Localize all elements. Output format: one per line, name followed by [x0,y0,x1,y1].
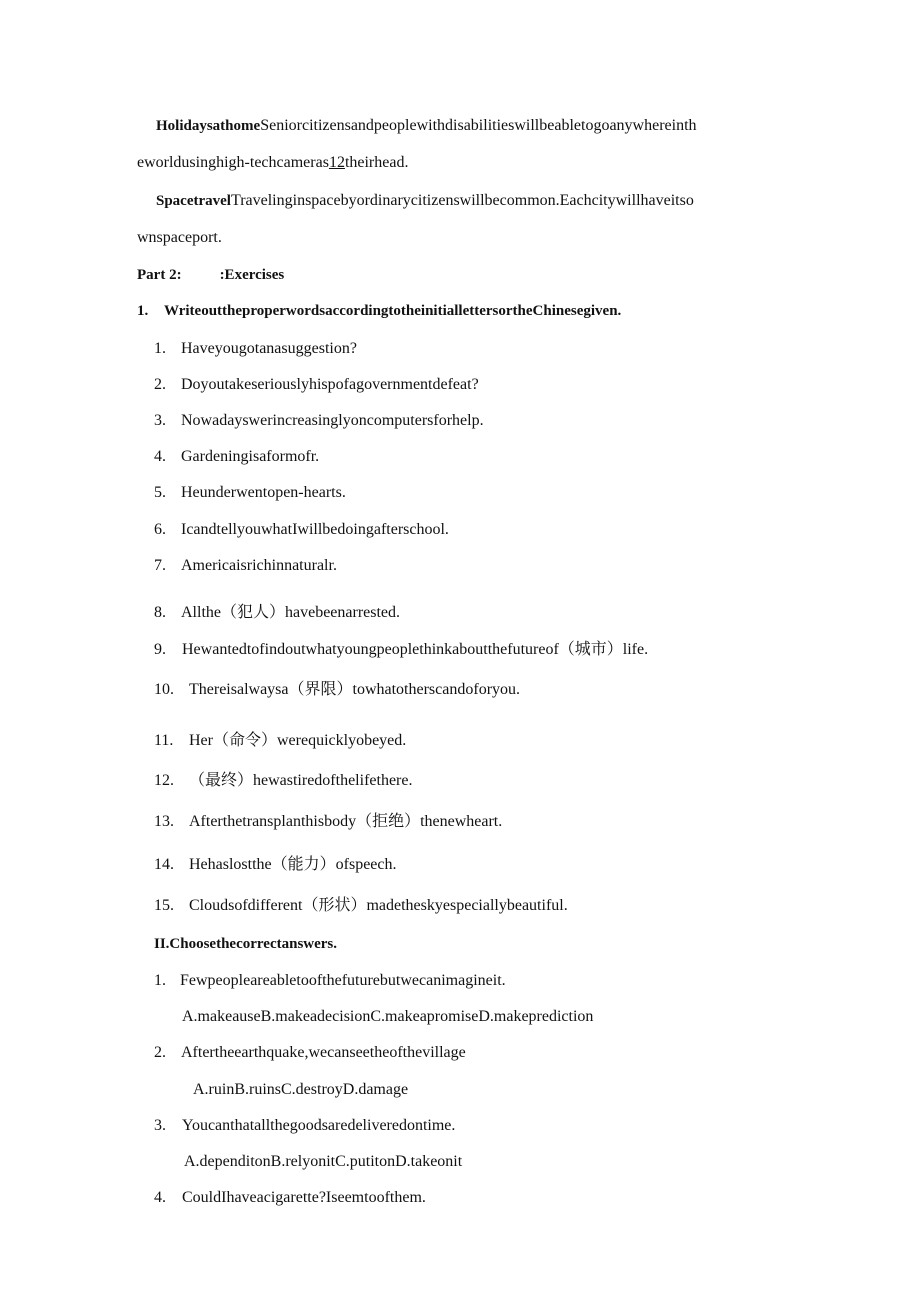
question-text: Aftertheearthquake,wecanseetheofthevillage [181,1044,466,1061]
exercise2-options [193,1080,408,1100]
holidays-text: Seniorcitizensandpeoplewithdisabilitieswillbeabletogoanywhereinth [260,117,697,134]
question-number: 2. [154,1044,166,1061]
part2-title: :Exercises [219,267,285,283]
exercise1-item [154,731,406,751]
exercise1-item [154,483,346,503]
exercise1-item [154,447,319,467]
item-number: 15. [154,897,174,914]
space-heading: Spacetravel [156,193,231,209]
exercise2-question [154,1188,426,1208]
item-number: 10. [154,681,174,698]
item-text: Doyoutakeseriouslyhispofagovernmentdefeat? [181,376,479,393]
exercise1-item [154,855,397,875]
item-number: 8. [154,604,166,621]
paragraph-holidays-line2 [137,153,408,173]
section1-heading [137,301,621,321]
question-number: 1. [154,972,166,989]
item-text: Americaisrichinnaturalr. [181,557,337,574]
exercise2-question [154,971,506,991]
item-number: 11. [154,732,174,749]
holidays-heading: Holidaysathome [156,118,261,134]
item-number: 14. [154,856,174,873]
section2-heading [154,934,337,954]
exercise1-item [154,520,449,540]
question-number: 4. [154,1189,166,1206]
exercise1-item [154,771,412,791]
item-text: Afterthetransplanthisbody（拒绝）thenewheart. [189,813,503,830]
question-options: A.makeauseB.makeadecisionC.makeapromiseD.makeprediction [182,1008,594,1025]
exercise2-question [154,1043,466,1063]
part2-label: Part 2: [137,267,182,283]
item-number: 5. [154,484,166,501]
exercise1-item [154,896,568,916]
section1-instruction: WriteouttheproperwordsaccordingtotheinitiallettersortheChinesegiven. [164,303,622,319]
blank-number: 12 [328,154,345,171]
exercise1-item [154,375,479,395]
item-number: 13. [154,813,174,830]
exercise1-item [154,339,357,359]
question-options: A.ruinB.ruinsC.destroyD.damage [193,1081,409,1098]
item-number: 9. [154,641,166,658]
exercise1-item [154,411,484,431]
item-number: 2. [154,376,166,393]
item-number: 4. [154,448,166,465]
item-number: 6. [154,521,166,538]
item-text: Heunderwentopen-hearts. [181,484,346,501]
section2-instruction: II.Choosethecorrectanswers. [154,936,338,952]
item-number: 1. [154,340,166,357]
paragraph-holidays-line1 [156,116,697,136]
exercise1-item [154,556,337,576]
question-text: Youcanthatallthegoodsaredeliveredontime. [182,1117,456,1134]
item-text: Her（命令）werequicklyobeyed. [189,732,407,749]
item-text: Cloudsofdifferent（形状）madetheskyespeciallybeautiful. [189,897,568,914]
question-text: Fewpeopleareabletoofthefuturebutwecanimagineit. [180,972,506,989]
exercise2-question [154,1116,455,1136]
question-number: 3. [154,1117,166,1134]
item-text: Haveyougotanasuggestion? [181,340,357,357]
item-text: Allthe（犯人）havebeenarrested. [181,604,401,621]
exercise1-item [154,812,502,832]
part2-heading [137,265,284,285]
section1-number: 1. [137,303,149,319]
holidays-text-end: theirhead. [344,154,409,171]
item-number: 12. [154,772,174,789]
paragraph-space-line2 [137,228,222,248]
item-number: 3. [154,412,166,429]
paragraph-space-line1 [156,191,694,211]
item-number: 7. [154,557,166,574]
item-text: Hewantedtofindoutwhatyoungpeoplethinkaboutthefutureof（城市）life. [182,641,649,658]
item-text: IcandtellyouwhatIwillbedoingafterschool. [181,521,449,538]
item-text: Nowadayswerincreasinglyoncomputersforhelp. [181,412,484,429]
exercise1-item [154,680,520,700]
holidays-text-cont: eworldusinghigh-techcameras [137,154,329,171]
item-text: Hehaslostthe（能力）ofspeech. [189,856,397,873]
exercise2-options [182,1007,593,1027]
item-text: （最终）hewastiredofthelifethere. [189,772,413,789]
exercise2-options [184,1152,462,1172]
question-options: A.dependitonB.relyonitC.putitonD.takeonit [184,1153,463,1170]
space-text: Travelinginspacebyordinarycitizenswillbecommon.Eachcitywillhaveitso [230,192,694,209]
question-text: CouldIhaveacigarette?Iseemtoofthem. [182,1189,426,1206]
exercise1-item [154,640,648,660]
space-text-cont: wnspaceport. [137,229,222,246]
item-text: Thereisalwaysa（界限）towhatotherscandoforyou. [189,681,521,698]
exercise1-item [154,603,400,623]
item-text: Gardeningisaformofr. [181,448,320,465]
